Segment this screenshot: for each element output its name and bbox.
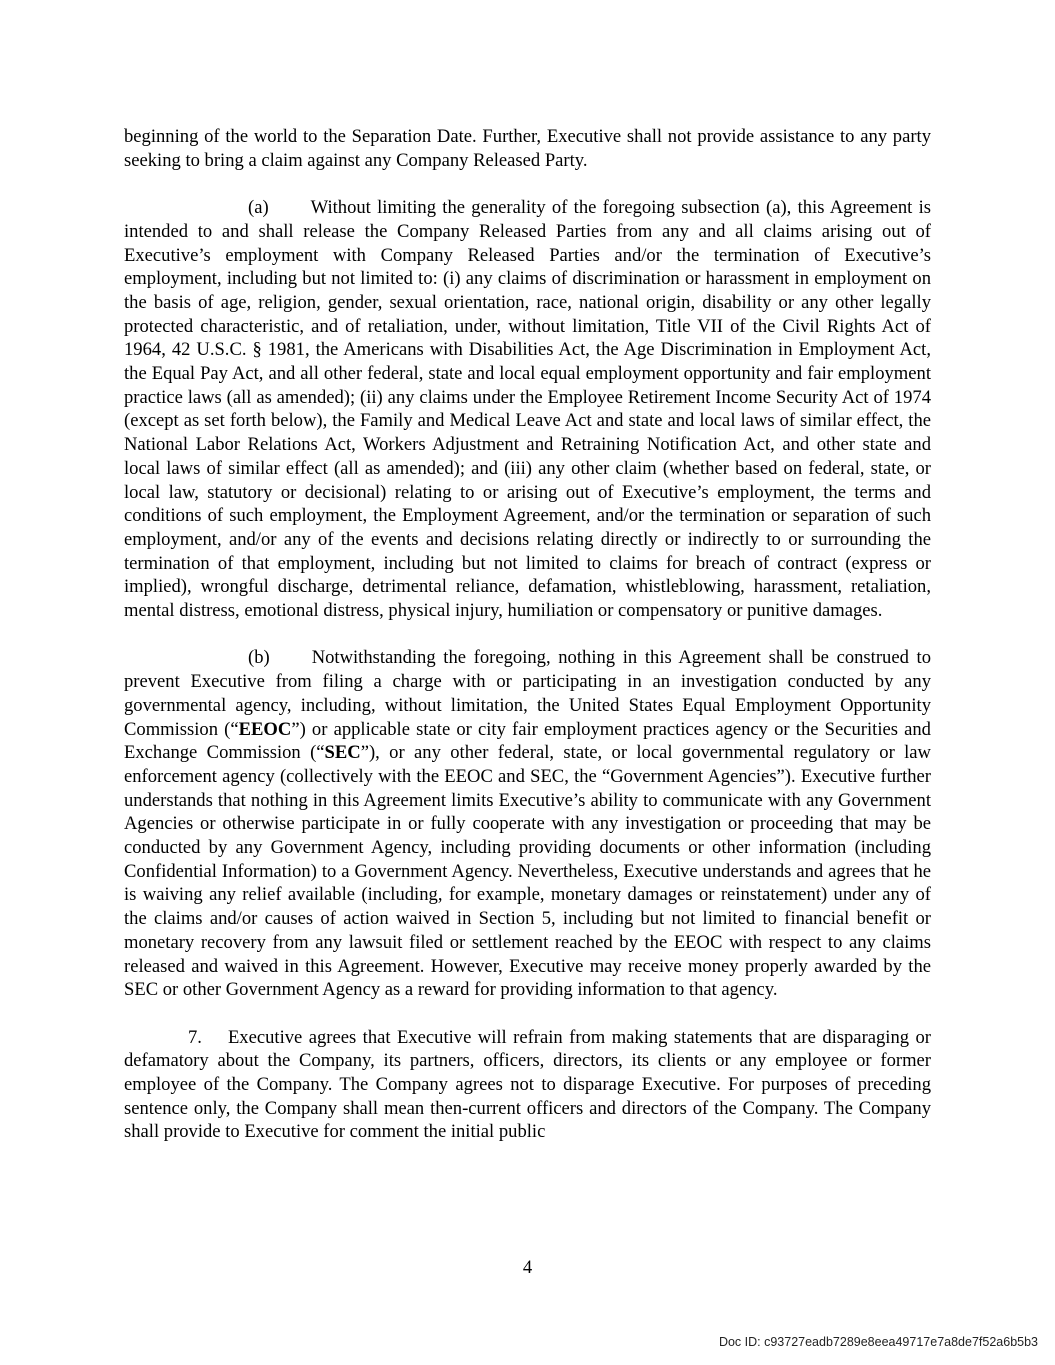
page-number: 4 <box>522 1257 533 1278</box>
eeoc-term: EEOC <box>238 718 292 740</box>
paragraph-b-text-3: ”), or any other federal, state, or local governmental regulatory or law enforcement agency (collectively with the EEOC and SEC, the “Government Agencies”). Executive further understands that nothing in this Agreement limits Executive’s ability to communicate with any Government Agencies or otherwise participate in or fully cooperate with any investigation or proceeding that may be conducted by any Government Agency, including providing documents or other information (including Confidential Information) to a Government Agency. Nevertheless, Executive understands and agrees that he is waiving any relief available (including, for example, monetary damages or reinstatement) under any of the claims and/or causes of action waived in Section 5, including but not limited to financial benefit or monetary recovery from any lawsuit filed or settlement reached by the EEOC with respect to any claims released and waived in this Agreement. However, Executive may receive money properly awarded by the SEC or other Government Agency as a reward for providing information to that agency. <box>124 742 931 1001</box>
paragraph-b-text-1: Notwithstanding the foregoing, nothing in this Agreement shall be construed to prevent Executive from filing a charge with or participating in an investigation conducted by any governmental agency, including, without limitation, the United States Equal Employment Opportunity Commission (“ <box>124 647 931 740</box>
paragraph-a-marker: (a) <box>248 197 269 219</box>
paragraph-7-text: Executive agrees that Executive will refrain from making statements that are disparaging or defamatory about the Company, its partners, officers, directors, its clients or any employee or former employee of the Company. The Company agrees not to disparage Executive. For purposes of preceding sentence only, the Company shall mean then-current officers and directors of the Company. The Company shall provide to Executive for comment the initial public <box>124 1026 931 1143</box>
paragraph-7-number: 7. <box>188 1026 202 1048</box>
paragraph-a-text: Without limiting the generality of the foregoing subsection (a), this Agreement is intended to and shall release the Company Released Parties from any and all claims arising out of Executive’s employment with Company Released Parties and/or the termination of Executive’s employment, including but not limited to: (i) any claims of discrimination or harassment in employment on the basis of age, religion, gender, sexual orientation, race, national origin, disability or any other legally protected characteristic, and of retaliation, under, without limitation, Title VII of the Civil Rights Act of 1964, 42 U.S.C. § 1981, the Americans with Disabilities Act, the Age Discrimination in Employment Act, the Equal Pay Act, and all other federal, state and local equal employment opportunity and fair employment practice laws (all as amended); (ii) any claims under the Employee Retirement Income Security Act of 1974 (except as set forth below), the Family and Medical Leave Act and state and local laws of similar effect, the National Labor Relations Act, Workers Adjustment and Retraining Notification Act, and other state and local laws of similar effect (all as amended); and (iii) any other claim (whether based on federal, state, or local law, statutory or decisional) relating to or arising out of Executive’s employment, the terms and conditions of such employment, the Employment Agreement, and/or the termination or separation of such employment, and/or any of the events and decisions relating directly or indirectly to or surrounding the termination of that employment, including but not limited to claims for breach of contract (express or implied), wrongful discharge, detrimental reliance, defamation, whistleblowing, harassment, retaliation, mental distress, emotional distress, physical injury, humiliation or compensatory or punitive damages. <box>124 197 931 622</box>
document-body <box>124 125 931 1168</box>
paragraph-a <box>124 196 931 623</box>
paragraph-7 <box>124 1026 931 1145</box>
paragraph-b <box>124 646 931 1002</box>
paragraph-b-marker: (b) <box>248 647 270 669</box>
sec-term: SEC <box>324 742 361 764</box>
paragraph-continuation: beginning of the world to the Separation Date. Further, Executive shall not provide assistance to any party seeking to bring a claim against any Company Released Party. <box>124 126 931 171</box>
paragraph-b-text-2: ”) or applicable state or city fair employment practices agency or the Securities and Exchange Commission (“ <box>124 718 931 764</box>
doc-id: Doc ID: c93727eadb7289e8eea49717e7a8de7f52a6b5b3 <box>718 1335 1038 1349</box>
